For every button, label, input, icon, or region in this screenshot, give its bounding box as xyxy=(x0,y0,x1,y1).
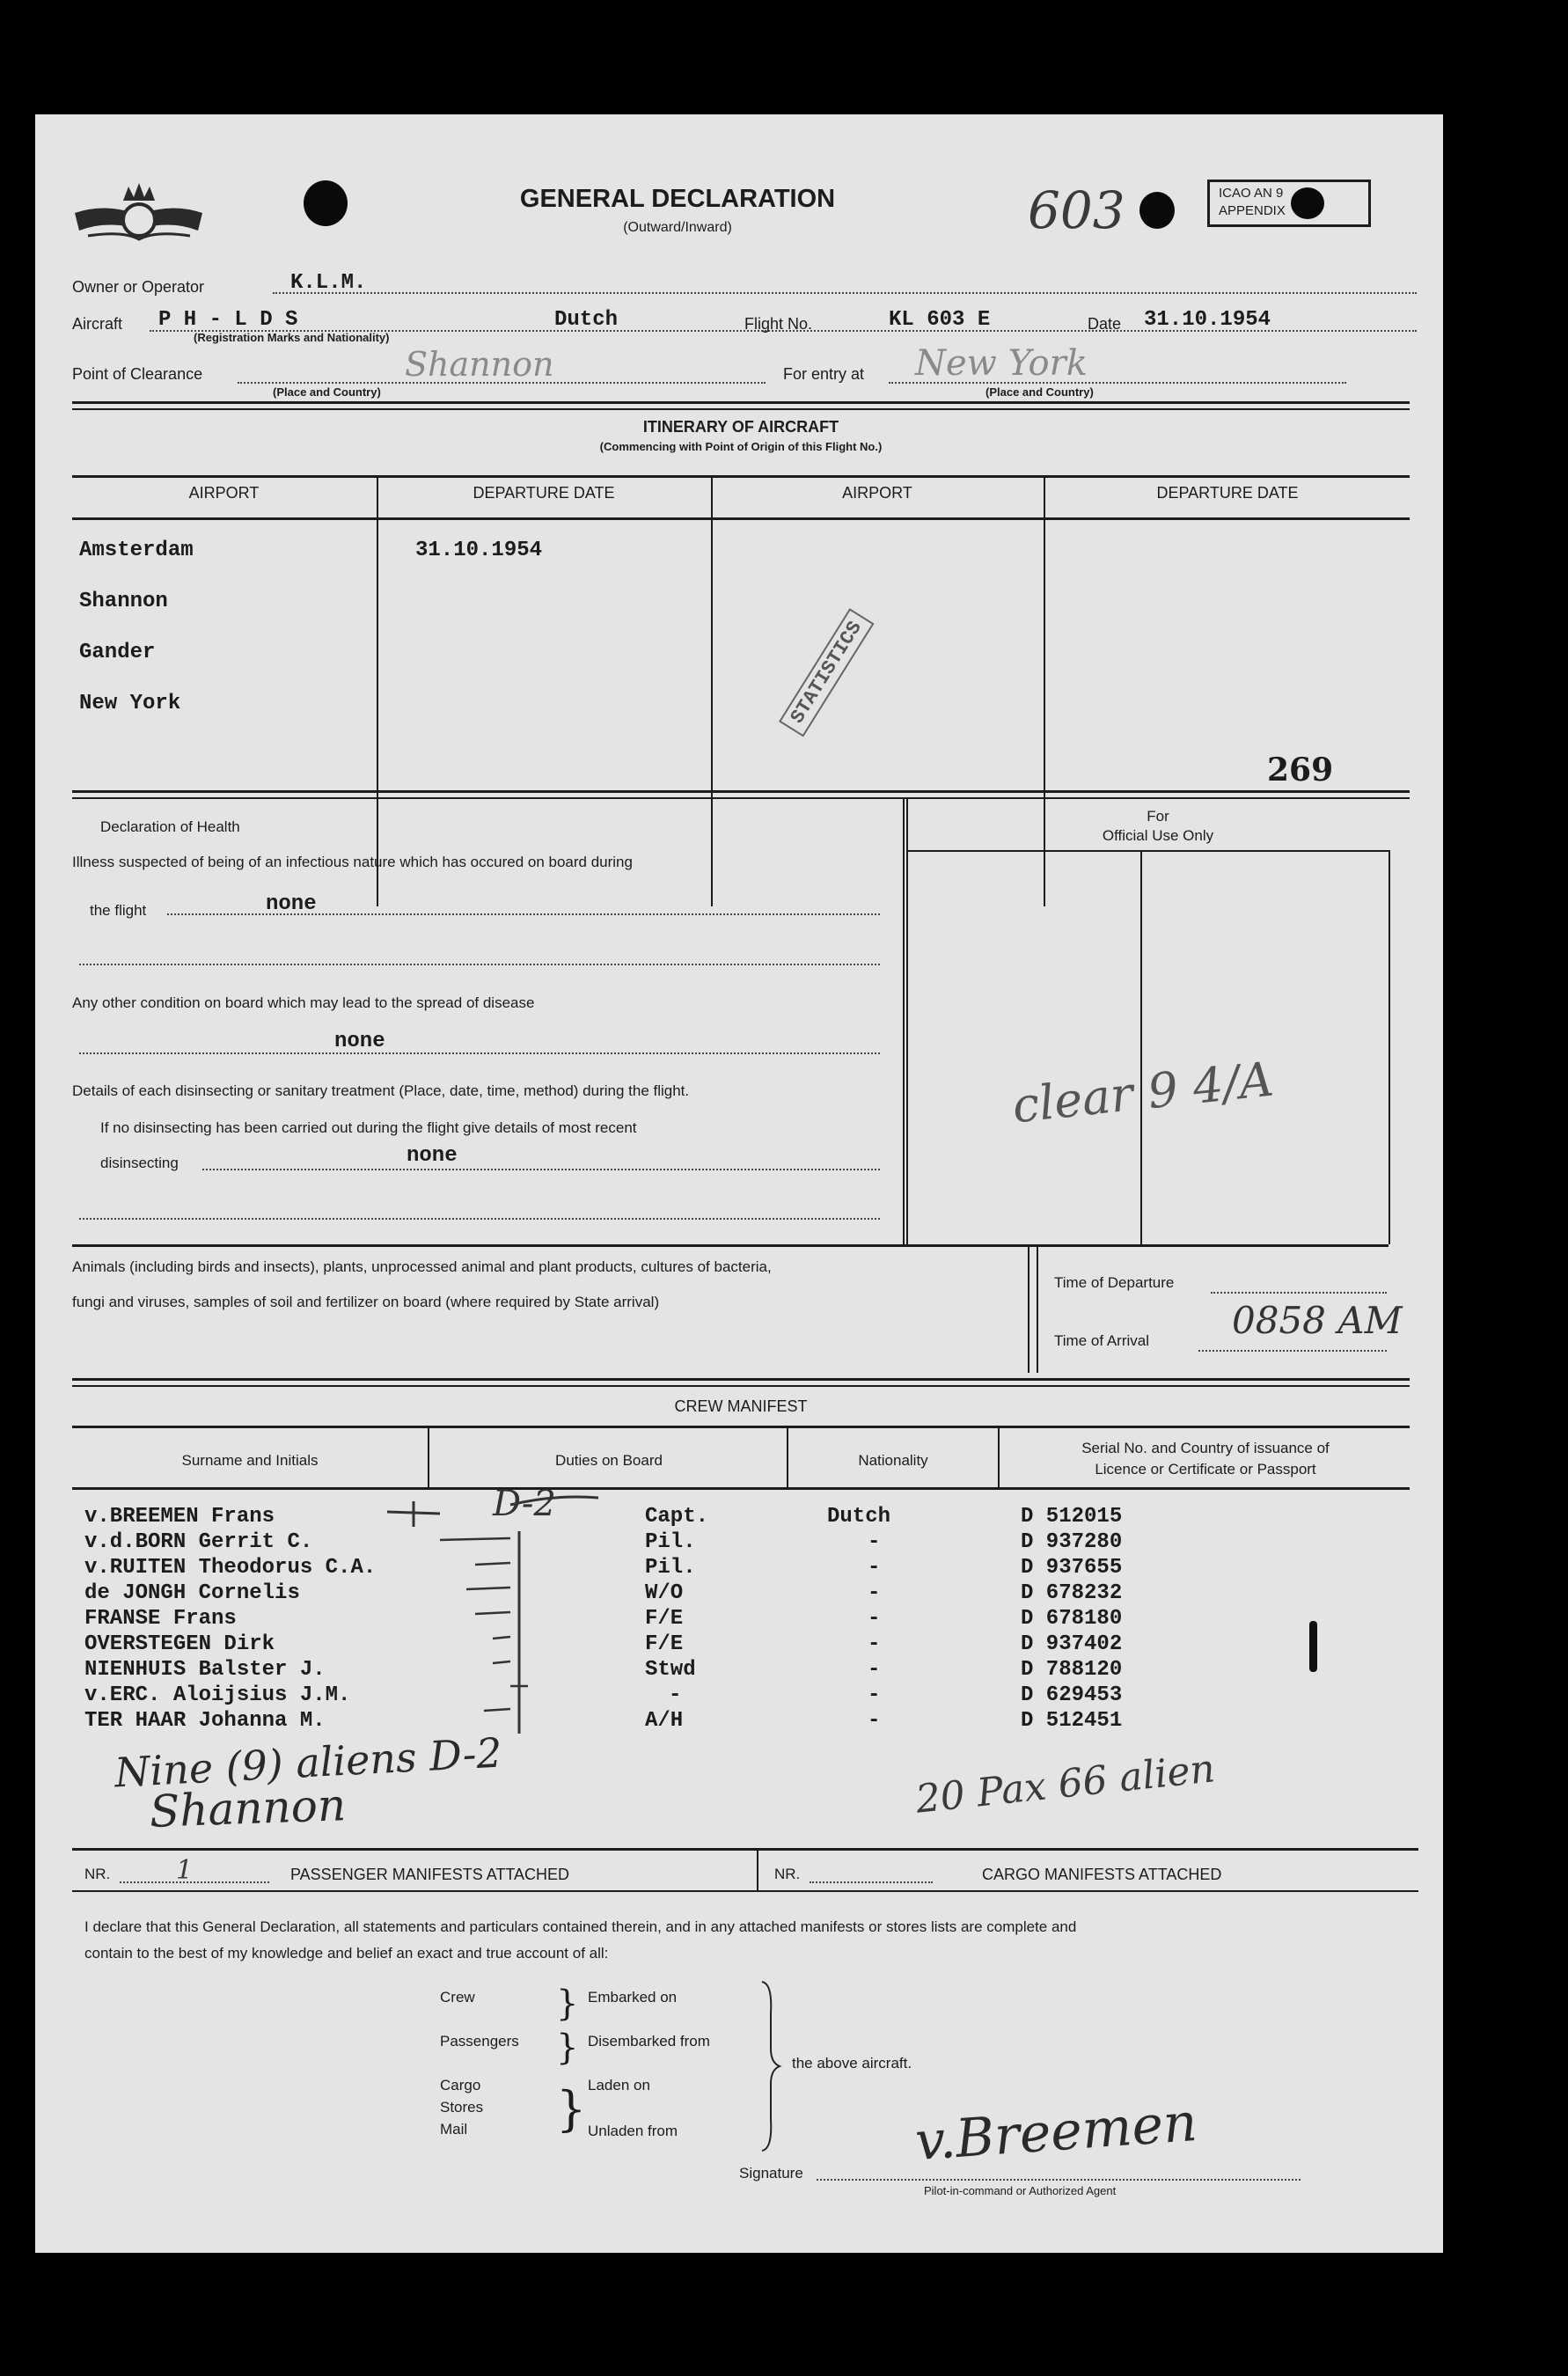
aircraft-label: Aircraft xyxy=(72,315,123,333)
crew-serial: D 937280 xyxy=(1021,1530,1123,1554)
brace-2: } xyxy=(556,2028,579,2068)
health-answer-2: none xyxy=(334,1030,385,1053)
official-use-line-2: Official Use Only xyxy=(1102,827,1214,844)
col-departure-2: DEPARTURE DATE xyxy=(1156,484,1299,502)
pilot-signature: v.Breemen xyxy=(912,2091,1199,2174)
nr-label: NR. xyxy=(84,1866,111,1882)
time-arrival-handwritten: 0858 AM xyxy=(1232,1299,1403,1342)
crew-manifest-title: CREW MANIFEST xyxy=(674,1397,808,1415)
health-answer-1: none xyxy=(266,892,317,916)
passenger-manifests-label: PASSENGER MANIFESTS ATTACHED xyxy=(290,1866,570,1883)
handwritten-crew-total: Nine (9) aliens D-2 xyxy=(113,1728,503,1797)
handwritten-crew-signature: Shannon xyxy=(149,1779,347,1837)
col-duties: Duties on Board xyxy=(555,1452,663,1469)
crew-duty: Pil. xyxy=(645,1530,696,1554)
disinsecting-label: disinsecting xyxy=(100,1155,179,1171)
cargo-option: Cargo xyxy=(440,2077,481,2094)
crew-nationality: - xyxy=(868,1530,881,1554)
punch-hole xyxy=(1291,187,1324,219)
animals-text-1: Animals (including birds and insects), plants, unprocessed animal and plant products, cultures of bacteria, xyxy=(72,1258,772,1275)
cargo-manifests-label: CARGO MANIFESTS ATTACHED xyxy=(982,1866,1222,1883)
time-departure-label: Time of Departure xyxy=(1054,1274,1175,1291)
handwritten-duty-mark: D-2 xyxy=(493,1484,556,1524)
page-subtitle: (Outward/Inward) xyxy=(623,220,732,235)
crew-name: OVERSTEGEN Dirk xyxy=(84,1632,275,1656)
crew-duty: - xyxy=(669,1683,682,1707)
crew-nationality: Dutch xyxy=(827,1505,891,1529)
animals-text-2: fungi and viruses, samples of soil and fertilizer on board (where required by State arrival) xyxy=(72,1294,660,1310)
crew-name: FRANSE Frans xyxy=(84,1607,237,1631)
crew-nationality: - xyxy=(868,1658,881,1682)
crew-name: de JONGH Cornelis xyxy=(84,1581,300,1605)
embarked-option: Embarked on xyxy=(588,1989,678,2006)
crew-serial: D 512015 xyxy=(1021,1505,1123,1529)
health-question-2: Any other condition on board which may lead to the spread of disease xyxy=(72,994,535,1011)
col-name: Surname and Initials xyxy=(181,1452,319,1469)
mail-option: Mail xyxy=(440,2121,468,2138)
passenger-manifest-count: 1 xyxy=(176,1855,194,1886)
icao-line-1: ICAO AN 9 xyxy=(1219,186,1284,201)
page-number: 269 xyxy=(1267,752,1334,788)
crew-option: Crew xyxy=(440,1989,475,2006)
health-answer-3: none xyxy=(407,1144,458,1168)
crew-name: v.RUITEN Theodorus C.A. xyxy=(84,1556,377,1580)
statistics-stamp: STATISTICS xyxy=(779,608,875,737)
itinerary-title: ITINERARY OF AIRCRAFT xyxy=(642,418,839,436)
airport-item: Shannon xyxy=(79,590,168,613)
flight-label: the flight xyxy=(90,902,147,919)
nr-label: NR. xyxy=(774,1866,801,1882)
crew-duty: W/O xyxy=(645,1581,684,1605)
owner-value: K.L.M. xyxy=(290,271,367,295)
flight-label: Flight No. xyxy=(744,315,813,333)
unladen-option: Unladen from xyxy=(588,2123,678,2139)
departure-date-value: 31.10.1954 xyxy=(415,539,543,562)
crew-name: v.d.BORN Gerrit C. xyxy=(84,1530,313,1554)
crew-name: NIENHUIS Balster J. xyxy=(84,1658,326,1682)
punch-hole xyxy=(304,180,348,226)
col-departure-1: DEPARTURE DATE xyxy=(473,484,615,502)
crew-nationality: - xyxy=(868,1632,881,1656)
crew-serial: D 678180 xyxy=(1021,1607,1123,1631)
declaration-text-2: contain to the best of my knowledge and belief an exact and true account of all: xyxy=(84,1945,609,1962)
place-country-sublabel: (Place and Country) xyxy=(273,385,381,399)
disembarked-option: Disembarked from xyxy=(588,2033,710,2050)
entry-label: For entry at xyxy=(783,365,865,383)
crew-nationality: - xyxy=(868,1709,881,1733)
col-airport-2: AIRPORT xyxy=(842,484,912,502)
handwritten-bracket-marks xyxy=(378,1487,607,1742)
icao-line-2: APPENDIX xyxy=(1219,203,1286,218)
crew-name: v.ERC. Aloijsius J.M. xyxy=(84,1683,351,1707)
handwritten-passenger-note: 20 Pax 66 alien xyxy=(913,1746,1218,1822)
passengers-option: Passengers xyxy=(440,2033,519,2050)
place-country-sublabel: (Place and Country) xyxy=(985,385,1094,399)
crew-serial: D 937402 xyxy=(1021,1632,1123,1656)
entry-handwritten: New York xyxy=(915,343,1088,384)
date-label: Date xyxy=(1088,315,1122,333)
above-aircraft-text: the above aircraft. xyxy=(792,2055,912,2072)
ink-mark xyxy=(1309,1621,1317,1672)
klm-crown-wings-logo xyxy=(70,178,207,257)
col-airport-1: AIRPORT xyxy=(188,484,260,502)
punch-hole xyxy=(1139,192,1175,229)
health-question-3: Details of each disinsecting or sanitary treatment (Place, date, time, method) during the flight. xyxy=(72,1082,690,1099)
airport-item: New York xyxy=(79,692,181,715)
time-arrival-label: Time of Arrival xyxy=(1054,1332,1150,1349)
icao-reference-box xyxy=(1207,180,1371,227)
signature-sublabel: Pilot-in-command or Authorized Agent xyxy=(924,2184,1117,2197)
crew-nationality: - xyxy=(868,1683,881,1707)
large-brace xyxy=(757,1978,783,2154)
itinerary-subtitle: (Commencing with Point of Origin of this Flight No.) xyxy=(599,440,883,453)
health-title: Declaration of Health xyxy=(100,818,240,835)
crew-serial: D 937655 xyxy=(1021,1556,1123,1580)
crew-duty: Stwd xyxy=(645,1658,696,1682)
crew-name: TER HAAR Johanna M. xyxy=(84,1709,326,1733)
health-question-3b: If no disinsecting has been carried out during the flight give details of most recent xyxy=(100,1119,637,1136)
crew-nationality: - xyxy=(868,1581,881,1605)
stores-option: Stores xyxy=(440,2099,484,2116)
clearance-label: Point of Clearance xyxy=(72,365,203,383)
crew-serial: D 629453 xyxy=(1021,1683,1123,1707)
crew-duty: F/E xyxy=(645,1632,684,1656)
airport-item: Gander xyxy=(79,641,156,664)
declaration-form xyxy=(35,114,1443,2253)
crew-serial: D 512451 xyxy=(1021,1709,1123,1733)
crew-nationality: - xyxy=(868,1607,881,1631)
col-serial-2: Licence or Certificate or Passport xyxy=(1095,1461,1316,1478)
col-nationality: Nationality xyxy=(858,1452,928,1469)
signature-label: Signature xyxy=(739,2165,803,2182)
aircraft-sublabel: (Registration Marks and Nationality) xyxy=(194,331,390,344)
crew-serial: D 788120 xyxy=(1021,1658,1123,1682)
laden-option: Laden on xyxy=(588,2077,650,2094)
airport-item: Amsterdam xyxy=(79,539,194,562)
flight-value: KL 603 E xyxy=(889,308,991,332)
declaration-text-1: I declare that this General Declaration, all statements and particulars contained therein, and in any attached manifests or stores lists are complete and xyxy=(84,1918,1077,1935)
date-value: 31.10.1954 xyxy=(1144,308,1271,332)
col-serial-1: Serial No. and Country of issuance of xyxy=(1081,1440,1330,1456)
crew-name: v.BREEMEN Frans xyxy=(84,1505,275,1529)
crew-duty: F/E xyxy=(645,1607,684,1631)
brace-3: } xyxy=(556,2081,587,2137)
crew-nationality: - xyxy=(868,1556,881,1580)
page-title: GENERAL DECLARATION xyxy=(519,185,836,213)
crew-serial: D 678232 xyxy=(1021,1581,1123,1605)
crew-duty: Capt. xyxy=(645,1505,709,1529)
clearance-handwritten: Shannon xyxy=(405,345,554,384)
official-use-line-1: For xyxy=(1147,808,1169,825)
official-handwritten-note: clear 9 4/A xyxy=(1009,1051,1277,1134)
health-question-1: Illness suspected of being of an infectious nature which has occured on board during xyxy=(72,854,633,870)
nationality-value: Dutch xyxy=(554,308,619,332)
owner-label: Owner or Operator xyxy=(72,278,205,296)
crew-duty: A/H xyxy=(645,1709,684,1733)
crew-duty: Pil. xyxy=(645,1556,696,1580)
aircraft-value: P H - L D S xyxy=(158,308,298,332)
brace-1: } xyxy=(556,1984,579,2024)
document-number: 603 xyxy=(1028,180,1125,240)
